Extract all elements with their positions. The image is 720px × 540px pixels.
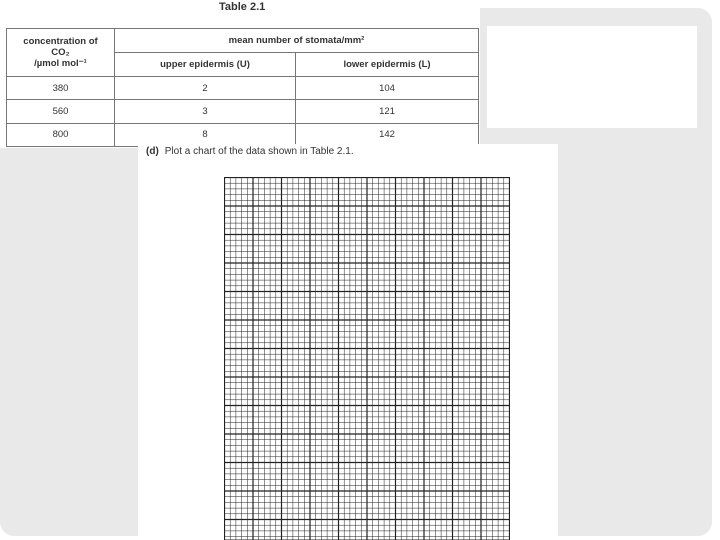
concentration-cell: 800 (7, 123, 115, 146)
upper-epidermis-header: upper epidermis (U) (115, 53, 296, 77)
table-row (7, 100, 479, 123)
question-text: Plot a chart of the data shown in Table 2.1. (164, 146, 354, 157)
concentration-header-line-1: concentration of (23, 36, 98, 47)
upper-cell: 3 (115, 100, 296, 123)
lower-cell: 121 (296, 100, 479, 123)
mean-stomata-header: mean number of stomata/mm² (115, 29, 479, 53)
concentration-header-line-3: /µmol mol⁻¹ (34, 58, 87, 69)
question-card (138, 144, 558, 540)
table-card (0, 0, 480, 148)
question-label: (d) (146, 146, 159, 157)
table-row (7, 77, 479, 100)
table-row (7, 123, 479, 146)
upper-cell: 8 (115, 123, 296, 146)
concentration-header-line-2: CO₂ (51, 47, 70, 58)
concentration-cell: 380 (7, 77, 115, 100)
slide-placeholder-panel (487, 26, 697, 128)
concentration-header (7, 29, 115, 77)
lower-epidermis-header: lower epidermis (L) (296, 53, 479, 77)
lower-cell: 104 (296, 77, 479, 100)
lower-cell: 142 (296, 123, 479, 146)
stomata-table (6, 28, 479, 147)
upper-cell: 2 (115, 77, 296, 100)
concentration-cell: 560 (7, 100, 115, 123)
graph-paper-grid (224, 177, 510, 540)
table-caption: Table 2.1 (219, 1, 266, 13)
question-prompt (146, 146, 354, 157)
